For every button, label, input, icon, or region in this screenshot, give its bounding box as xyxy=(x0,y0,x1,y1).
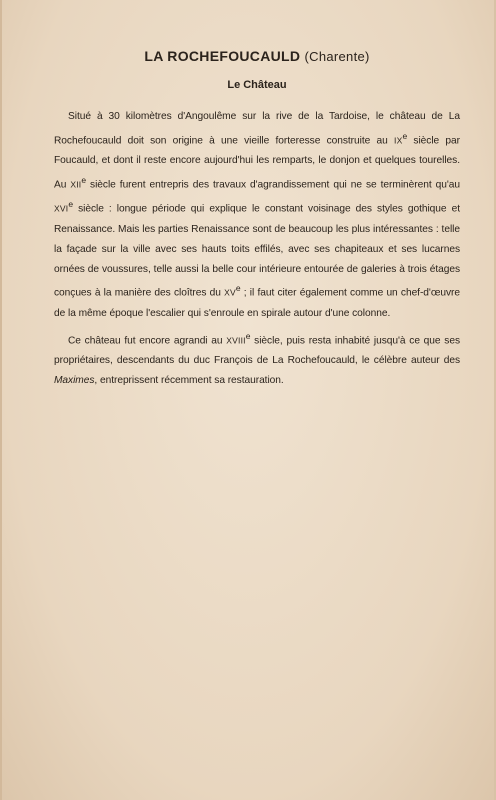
text-run: siècle par Foucauld, et dont il reste encore aujourd'hui les remparts, le donjon et quelques tourelles. Au xyxy=(54,135,460,191)
century-numeral: XII xyxy=(70,179,82,190)
superscript: e xyxy=(68,199,73,210)
superscript: e xyxy=(81,175,87,186)
century-numeral: XVI xyxy=(54,203,69,214)
paragraph-history xyxy=(54,107,460,324)
superscript: e xyxy=(245,330,251,341)
paragraph-restoration xyxy=(54,327,460,391)
text-run: , entreprissent récemment sa restauration. xyxy=(94,374,284,386)
superscript: e xyxy=(402,130,408,141)
title-town: LA ROCHEFOUCAULD xyxy=(144,48,301,64)
century-numeral: XVIII xyxy=(226,335,246,346)
text-run: siècle, puis resta inhabité jusqu'à ce que ses propriétaires, descendants du duc François de La Rochefoucauld, le célèbre auteur des xyxy=(54,335,460,366)
century-numeral: IX xyxy=(394,135,403,146)
text-run: siècle : longue période qui explique le constant voisinage des styles gothique et Renaissance. Mais les parties Renaissance sont de beaucoup les plus intéressantes : telle la façade sur la ville avec ses hauts toits effilés, avec ses chapiteaux et ses lucarnes ornées de voussures, telle aussi la belle cour intérieure entourée de galeries à trois étages conçues à la manière des cloîtres du xyxy=(54,203,460,299)
title-region: (Charente) xyxy=(304,49,370,64)
text-block xyxy=(54,46,460,391)
text-run: siècle furent entrepris des travaux d'agrandissement qui ne se terminèrent qu'au xyxy=(86,179,460,191)
text-run: ; il faut citer également comme un chef-d'œuvre de la même époque l'escalier qui s'enroule en spirale autour d'une colonne. xyxy=(54,287,461,319)
page-title xyxy=(54,46,460,67)
text-run: Situé à 30 kilomètres d'Angoulême sur la rive de la Tardoise, le château de La Rochefoucauld doit son origine à une vieille forteresse construite au xyxy=(54,111,460,147)
book-title-maximes: Maximes xyxy=(54,374,95,386)
century-numeral: XV xyxy=(224,287,236,298)
page-subtitle: Le Château xyxy=(227,79,287,91)
text-run: Ce château fut encore agrandi au xyxy=(68,335,227,347)
superscript: e xyxy=(235,283,241,294)
